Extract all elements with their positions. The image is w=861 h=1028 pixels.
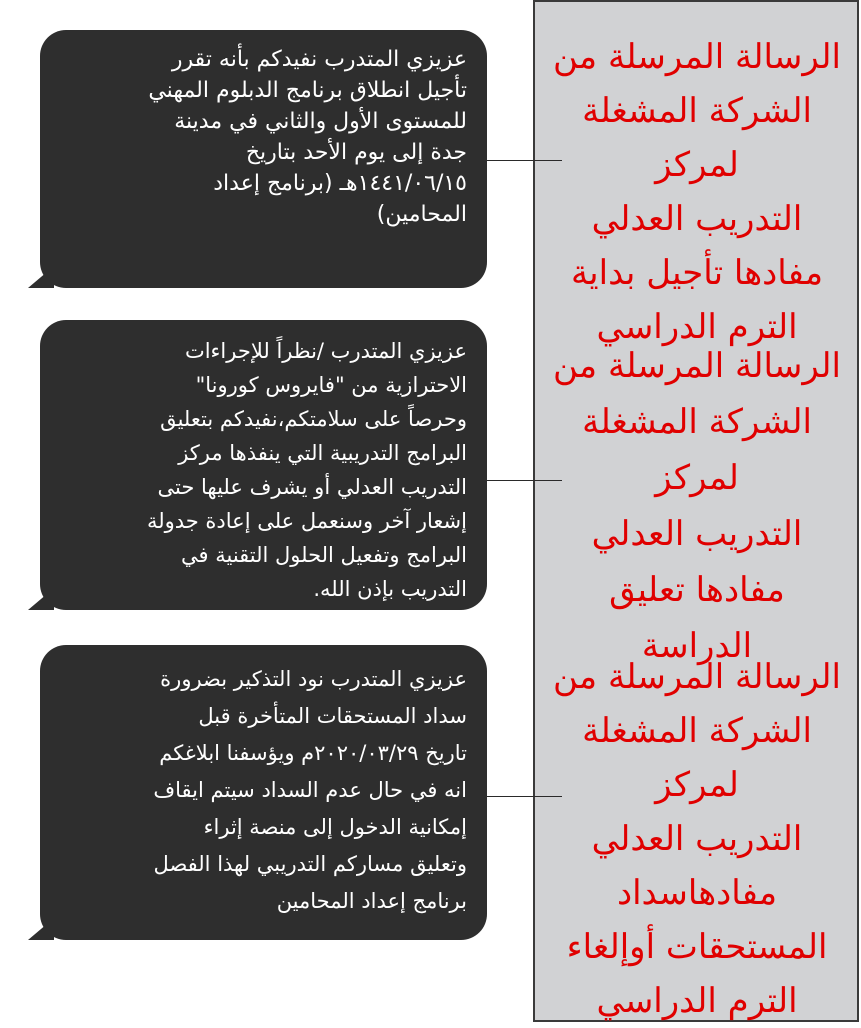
caption-2: الرسالة المرسلة من الشركة المشغلة لمركز التدريب العدلي مفادها تعليق الدراسة <box>553 346 841 666</box>
caption-1: الرسالة المرسلة من الشركة المشغلة لمركز التدريب العدلي مفادها تأجيل بداية الترم الدراسي <box>553 37 841 347</box>
caption-3: الرسالة المرسلة من الشركة المشغلة لمركز التدريب العدلي مفادهاسداد المستحقات أوإلغاء الترم الدراسي <box>553 657 841 1021</box>
message-bubble-3 <box>40 645 487 940</box>
bubble-tail-2 <box>28 588 54 610</box>
bubble-tail-3 <box>28 918 54 940</box>
message-text-3: عزيزي المتدرب نود التذكير بضرورة سداد المستحقات المتأخرة قبل تاريخ ٢٠٢٠/٠٣/٢٩م ويؤسفنا ابلاغكم انه في حال عدم السداد سيتم ايقاف إمكانية الدخول إلى منصة إثراء وتعليق مساركم التدريبي لهذا الفصل برنامج إعداد المحامين <box>153 667 467 913</box>
message-bubble-2 <box>40 320 487 610</box>
message-text-1: عزيزي المتدرب نفيدكم بأنه تقرر تأجيل انطلاق برنامج الدبلوم المهني للمستوى الأول والثاني في مدينة جدة إلى يوم الأحد بتاريخ ١٤٤١/٠٦/١٥هـ (برنامج إعداد المحامين) <box>148 47 467 227</box>
bubble-tail-1 <box>28 266 54 288</box>
message-bubble-1 <box>40 30 487 288</box>
message-text-2: عزيزي المتدرب /نظراً للإجراءات الاحترازية من "فايروس كورونا" وحرصاً على سلامتكم،نفيدكم بتعليق البرامج التدريبية التي ينفذها مركز التدريب العدلي أو يشرف عليها حتى إشعار آخر وسنعمل على إعادة جدولة البرامج وتفعيل الحلول التقنية في التدريب بإذن الله. <box>146 339 467 601</box>
